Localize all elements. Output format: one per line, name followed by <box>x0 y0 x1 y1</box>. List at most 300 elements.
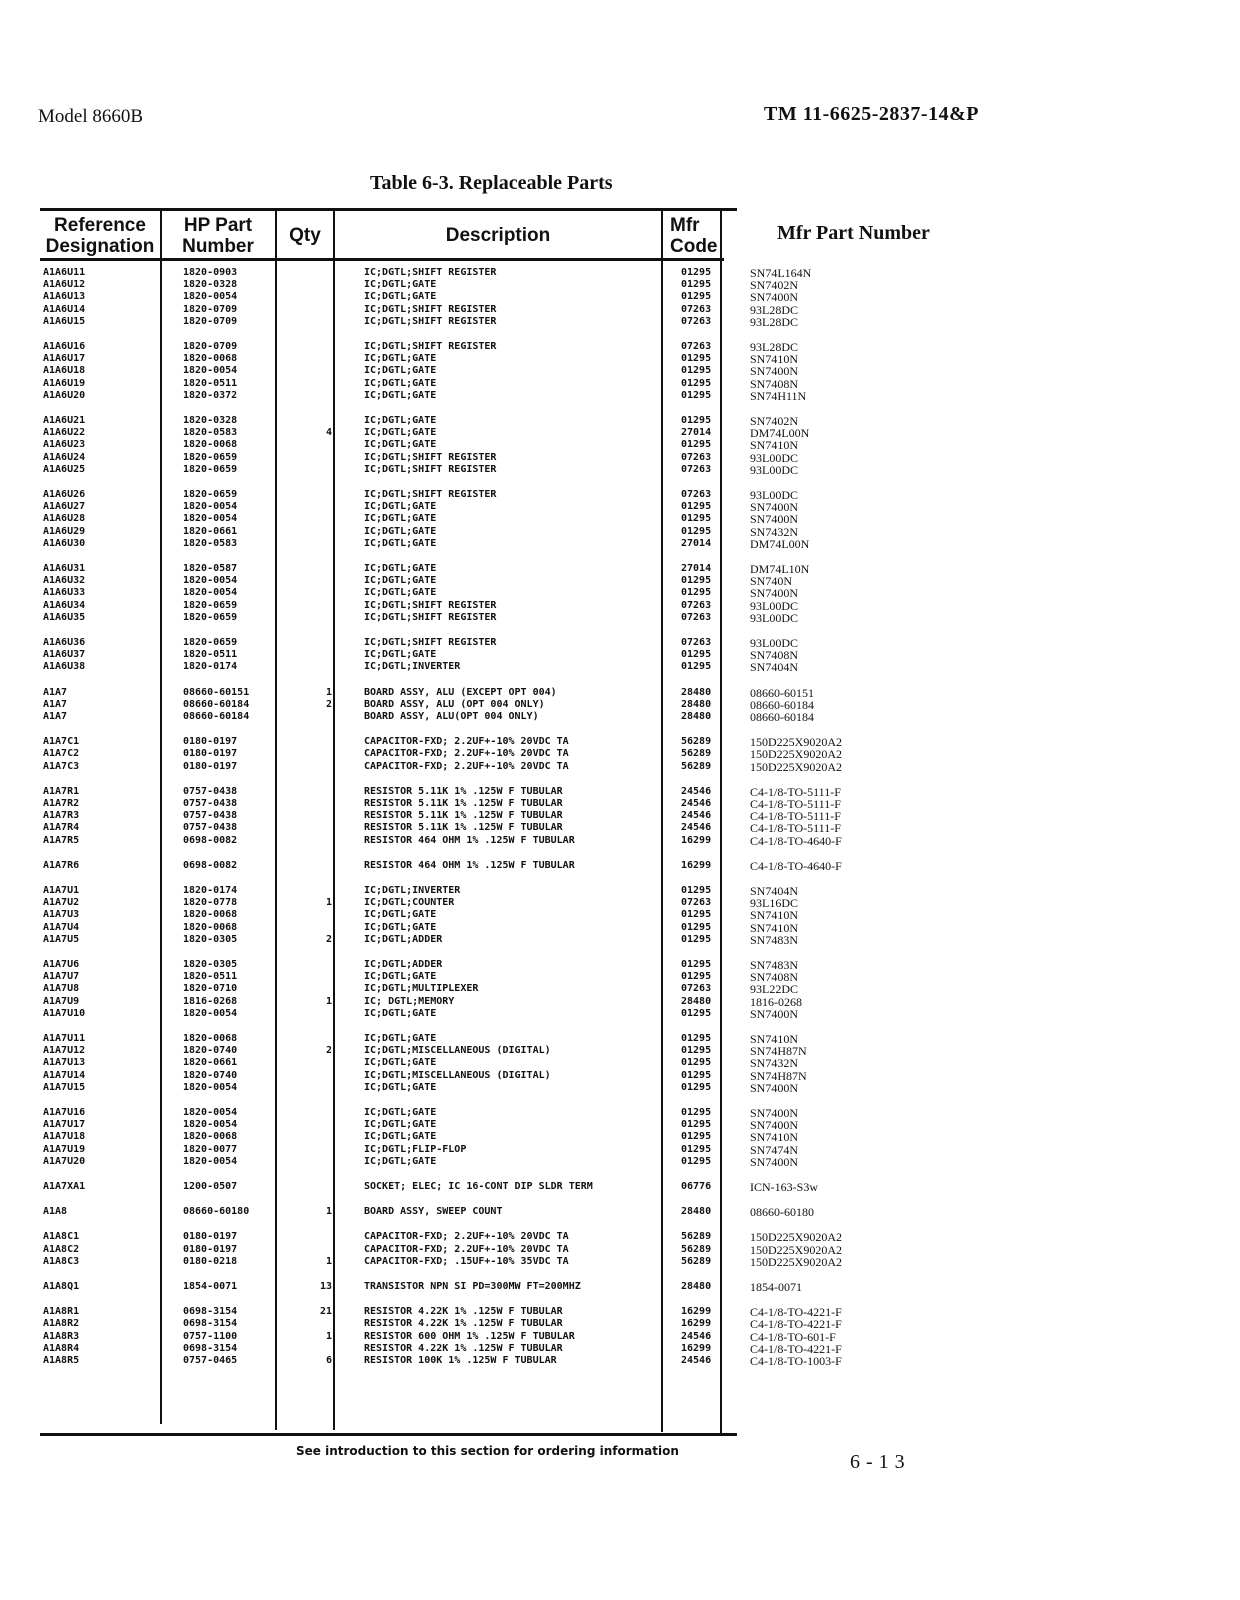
mfr-part-number: SN7483N <box>750 958 799 972</box>
description: RESISTOR 4.22K 1% .125W F TUBULAR <box>364 1318 563 1329</box>
mfr-code: 01295 <box>681 1057 712 1068</box>
reference-designation: A1A6U28 <box>43 513 86 524</box>
table-row <box>0 649 1240 661</box>
mfr-code: 28480 <box>681 711 712 722</box>
hp-part-number: 1820-0054 <box>183 1156 238 1167</box>
description: IC;DGTL;SHIFT REGISTER <box>364 600 497 611</box>
description: IC;DGTL;GATE <box>364 291 437 302</box>
reference-designation: A1A7 <box>43 699 68 710</box>
description: RESISTOR 5.11K 1% .125W F TUBULAR <box>364 822 563 833</box>
mfr-code: 01295 <box>681 365 712 376</box>
reference-designation: A1A6U35 <box>43 612 86 623</box>
mfr-part-number: SN7400N <box>750 500 799 514</box>
hp-part-number: 0180-0197 <box>183 748 238 759</box>
mfr-part-number: 08660-60151 <box>750 686 814 700</box>
hp-part-number: 1820-0054 <box>183 1119 238 1130</box>
description: IC;DGTL;SHIFT REGISTER <box>364 464 497 475</box>
table-row <box>0 1057 1240 1069</box>
mfr-part-number: SN7410N <box>750 352 799 366</box>
table-row <box>0 575 1240 587</box>
table-row <box>0 897 1240 909</box>
table-row <box>0 267 1240 279</box>
description: RESISTOR 100K 1% .125W F TUBULAR <box>364 1355 557 1366</box>
reference-designation: A1A8Q1 <box>43 1281 80 1292</box>
hp-part-number: 1820-0583 <box>183 427 238 438</box>
table-row <box>0 1070 1240 1082</box>
hp-part-number: 1820-0661 <box>183 526 238 537</box>
hp-part-number: 08660-60180 <box>183 1206 250 1217</box>
description: IC;DGTL;GATE <box>364 1107 437 1118</box>
reference-designation: A1A7U12 <box>43 1045 86 1056</box>
description: RESISTOR 464 OHM 1% .125W F TUBULAR <box>364 835 575 846</box>
mfr-code: 01295 <box>681 971 712 982</box>
mfr-code: 56289 <box>681 748 712 759</box>
mfr-code: 07263 <box>681 897 712 908</box>
reference-designation: A1A7U2 <box>43 897 80 908</box>
mfr-part-number: SN7410N <box>750 1032 799 1046</box>
description: CAPACITOR-FXD; 2.2UF+-10% 20VDC TA <box>364 748 569 759</box>
mfr-part-number: SN7410N <box>750 908 799 922</box>
description: IC;DGTL;GATE <box>364 526 437 537</box>
mfr-part-number: SN7400N <box>750 1081 799 1095</box>
description: IC;DGTL;GATE <box>364 365 437 376</box>
hp-part-number: 0180-0218 <box>183 1256 238 1267</box>
mfr-code: 01295 <box>681 267 712 278</box>
hp-part-number: 1820-0740 <box>183 1070 238 1081</box>
description: IC;DGTL;INVERTER <box>364 661 461 672</box>
table-row <box>0 427 1240 439</box>
hp-part-number: 1820-0174 <box>183 661 238 672</box>
mfr-part-number: 1816-0268 <box>750 995 802 1009</box>
mfr-part-number: C4-1/8-TO-1003-F <box>750 1354 842 1368</box>
quantity: 1 <box>325 996 332 1007</box>
hp-part-number: 0757-0438 <box>183 798 238 809</box>
reference-designation: A1A7R5 <box>43 835 80 846</box>
reference-designation: A1A6U37 <box>43 649 86 660</box>
reference-designation: A1A7XA1 <box>43 1181 86 1192</box>
description: IC;DGTL;SHIFT REGISTER <box>364 304 497 315</box>
description: IC;DGTL;GATE <box>364 1057 437 1068</box>
hp-part-number: 08660-60184 <box>183 699 250 710</box>
table-row <box>0 365 1240 377</box>
hp-part-number: 1820-0054 <box>183 291 238 302</box>
table-row <box>0 909 1240 921</box>
description: CAPACITOR-FXD; 2.2UF+-10% 20VDC TA <box>364 761 569 772</box>
hp-part-number: 1820-0659 <box>183 637 238 648</box>
hp-part-number: 1200-0507 <box>183 1181 238 1192</box>
mfr-code: 56289 <box>681 1244 712 1255</box>
description: BOARD ASSY, ALU(OPT 004 ONLY) <box>364 711 539 722</box>
mfr-part-number: 150D225X9020A2 <box>750 735 842 749</box>
reference-designation: A1A7U8 <box>43 983 80 994</box>
mfr-part-number: 08660-60184 <box>750 698 814 712</box>
table-row <box>0 304 1240 316</box>
hp-part-number: 0698-3154 <box>183 1306 238 1317</box>
mfr-code: 28480 <box>681 996 712 1007</box>
hp-part-number: 1820-0511 <box>183 971 238 982</box>
description: TRANSISTOR NPN SI PD=300MW FT=200MHZ <box>364 1281 581 1292</box>
table-row <box>0 1231 1240 1243</box>
mfr-part-number: SN7402N <box>750 414 799 428</box>
reference-designation: A1A7R4 <box>43 822 80 833</box>
description: IC;DGTL;FLIP-FLOP <box>364 1144 467 1155</box>
mfr-part-number: 08660-60180 <box>750 1205 814 1219</box>
table-row <box>0 390 1240 402</box>
description: BOARD ASSY, SWEEP COUNT <box>364 1206 503 1217</box>
table-row <box>0 1355 1240 1367</box>
reference-designation: A1A6U20 <box>43 390 86 401</box>
hp-part-number: 1820-0778 <box>183 897 238 908</box>
hp-part-number: 08660-60184 <box>183 711 250 722</box>
table-title: Table 6-3. Replaceable Parts <box>370 172 613 194</box>
table-row <box>0 587 1240 599</box>
table-row <box>0 971 1240 983</box>
quantity: 6 <box>325 1355 332 1366</box>
table-header-rule <box>40 258 724 261</box>
description: IC;DGTL;GATE <box>364 563 437 574</box>
mfr-part-number: 93L22DC <box>750 982 798 996</box>
hp-part-number: 0698-3154 <box>183 1318 238 1329</box>
mfr-part-number: 93L00DC <box>750 599 798 613</box>
mfr-part-number: SN7474N <box>750 1143 799 1157</box>
mfr-code: 01295 <box>681 1107 712 1118</box>
hp-part-number: 1820-0054 <box>183 513 238 524</box>
table-row <box>0 1256 1240 1268</box>
reference-designation: A1A7U18 <box>43 1131 86 1142</box>
hp-part-number: 1820-0511 <box>183 378 238 389</box>
table-row <box>0 835 1240 847</box>
hp-part-number: 1820-0659 <box>183 612 238 623</box>
reference-designation: A1A7R3 <box>43 810 80 821</box>
column-header-description: Description <box>445 225 551 246</box>
reference-designation: A1A6U23 <box>43 439 86 450</box>
quantity: 2 <box>325 1045 332 1056</box>
reference-designation: A1A6U15 <box>43 316 86 327</box>
hp-part-number: 1820-0054 <box>183 575 238 586</box>
mfr-code: 01295 <box>681 922 712 933</box>
mfr-code: 24546 <box>681 1355 712 1366</box>
hp-part-number: 1820-0068 <box>183 1131 238 1142</box>
mfr-code: 24546 <box>681 798 712 809</box>
description: IC;DGTL;GATE <box>364 1119 437 1130</box>
mfr-code: 27014 <box>681 538 712 549</box>
table-row <box>0 748 1240 760</box>
table-row <box>0 885 1240 897</box>
mfr-code: 27014 <box>681 427 712 438</box>
mfr-code: 01295 <box>681 909 712 920</box>
reference-designation: A1A8R5 <box>43 1355 80 1366</box>
mfr-part-number: 93L00DC <box>750 611 798 625</box>
description: BOARD ASSY, ALU (OPT 004 ONLY) <box>364 699 545 710</box>
mfr-code: 56289 <box>681 736 712 747</box>
mfr-part-number: 93L28DC <box>750 303 798 317</box>
mfr-part-number: C4-1/8-TO-4221-F <box>750 1342 842 1356</box>
reference-designation: A1A7 <box>43 687 68 698</box>
table-row <box>0 1244 1240 1256</box>
table-row <box>0 452 1240 464</box>
table-row <box>0 1119 1240 1131</box>
mfr-part-number: SN7410N <box>750 438 799 452</box>
mfr-part-number: 08660-60184 <box>750 710 814 724</box>
reference-designation: A1A8 <box>43 1206 68 1217</box>
mfr-code: 24546 <box>681 786 712 797</box>
mfr-code: 28480 <box>681 1206 712 1217</box>
description: RESISTOR 4.22K 1% .125W F TUBULAR <box>364 1343 563 1354</box>
mfr-code: 07263 <box>681 489 712 500</box>
reference-designation: A1A7U15 <box>43 1082 86 1093</box>
table-row <box>0 316 1240 328</box>
hp-part-number: 1820-0587 <box>183 563 238 574</box>
table-row <box>0 761 1240 773</box>
column-header-reference: Reference Designation <box>45 215 155 257</box>
mfr-part-number: C4-1/8-TO-4640-F <box>750 834 842 848</box>
mfr-part-number: 150D225X9020A2 <box>750 1255 842 1269</box>
mfr-part-number: SN7402N <box>750 278 799 292</box>
mfr-part-number: SN7404N <box>750 884 799 898</box>
mfr-code: 01295 <box>681 1156 712 1167</box>
hp-part-number: 1820-0305 <box>183 959 238 970</box>
quantity: 1 <box>325 1331 332 1342</box>
hp-part-number: 1820-0328 <box>183 279 238 290</box>
description: IC;DGTL;GATE <box>364 1156 437 1167</box>
reference-designation: A1A6U25 <box>43 464 86 475</box>
hp-part-number: 1820-0054 <box>183 365 238 376</box>
reference-designation: A1A6U26 <box>43 489 86 500</box>
description: IC;DGTL;GATE <box>364 415 437 426</box>
reference-designation: A1A7U13 <box>43 1057 86 1068</box>
table-row <box>0 922 1240 934</box>
reference-designation: A1A7U4 <box>43 922 80 933</box>
description: IC; DGTL;MEMORY <box>364 996 455 1007</box>
table-row <box>0 934 1240 946</box>
description: IC;DGTL;SHIFT REGISTER <box>364 612 497 623</box>
description: IC;DGTL;GATE <box>364 501 437 512</box>
description: IC;DGTL;INVERTER <box>364 885 461 896</box>
hp-part-number: 0698-0082 <box>183 835 238 846</box>
reference-designation: A1A6U34 <box>43 600 86 611</box>
mfr-code: 01295 <box>681 1082 712 1093</box>
mfr-part-number: SN7400N <box>750 1155 799 1169</box>
quantity: 2 <box>325 934 332 945</box>
reference-designation: A1A7U3 <box>43 909 80 920</box>
table-row <box>0 959 1240 971</box>
table-row <box>0 378 1240 390</box>
reference-designation: A1A6U13 <box>43 291 86 302</box>
table-row <box>0 563 1240 575</box>
ordering-note: See introduction to this section for ordering information <box>296 1444 679 1458</box>
reference-designation: A1A6U36 <box>43 637 86 648</box>
mfr-code: 07263 <box>681 983 712 994</box>
reference-designation: A1A8R4 <box>43 1343 80 1354</box>
mfr-code: 16299 <box>681 860 712 871</box>
description: IC;DGTL;SHIFT REGISTER <box>364 267 497 278</box>
mfr-code: 01295 <box>681 1131 712 1142</box>
mfr-code: 16299 <box>681 1306 712 1317</box>
mfr-part-number: 93L28DC <box>750 340 798 354</box>
mfr-part-number: ICN-163-S3w <box>750 1180 818 1194</box>
table-top-rule <box>40 208 737 211</box>
quantity: 13 <box>319 1281 332 1292</box>
mfr-code: 01295 <box>681 353 712 364</box>
reference-designation: A1A6U30 <box>43 538 86 549</box>
reference-designation: A1A7C2 <box>43 748 80 759</box>
reference-designation: A1A7U14 <box>43 1070 86 1081</box>
table-row <box>0 489 1240 501</box>
mfr-part-number: 150D225X9020A2 <box>750 760 842 774</box>
reference-designation: A1A6U12 <box>43 279 86 290</box>
description: IC;DGTL;SHIFT REGISTER <box>364 341 497 352</box>
description: IC;DGTL;MISCELLANEOUS (DIGITAL) <box>364 1070 551 1081</box>
column-header-hp-part: HP Part Number <box>182 215 254 257</box>
column-header-mfr-code: Mfr Code <box>670 215 718 257</box>
hp-part-number: 1820-0054 <box>183 1082 238 1093</box>
mfr-part-number: SN74H87N <box>750 1069 807 1083</box>
table-row <box>0 983 1240 995</box>
table-row <box>0 1131 1240 1143</box>
table-row <box>0 1206 1240 1218</box>
table-row <box>0 1331 1240 1343</box>
hp-part-number: 1820-0068 <box>183 439 238 450</box>
table-row <box>0 526 1240 538</box>
hp-part-number: 0180-0197 <box>183 1244 238 1255</box>
mfr-code: 56289 <box>681 1231 712 1242</box>
hp-part-number: 1820-0659 <box>183 464 238 475</box>
mfr-code: 01295 <box>681 1144 712 1155</box>
mfr-part-number: SN7410N <box>750 921 799 935</box>
description: IC;DGTL;SHIFT REGISTER <box>364 316 497 327</box>
reference-designation: A1A6U32 <box>43 575 86 586</box>
reference-designation: A1A7 <box>43 711 68 722</box>
model-label: Model 8660B <box>38 106 144 127</box>
mfr-code: 28480 <box>681 1281 712 1292</box>
description: IC;DGTL;GATE <box>364 279 437 290</box>
hp-part-number: 1816-0268 <box>183 996 238 1007</box>
description: RESISTOR 5.11K 1% .125W F TUBULAR <box>364 786 563 797</box>
table-row <box>0 353 1240 365</box>
quantity: 1 <box>325 897 332 908</box>
hp-part-number: 1820-0710 <box>183 983 238 994</box>
mfr-part-number: SN7408N <box>750 648 799 662</box>
reference-designation: A1A7C1 <box>43 736 80 747</box>
description: IC;DGTL;GATE <box>364 971 437 982</box>
mfr-code: 01295 <box>681 501 712 512</box>
reference-designation: A1A7U6 <box>43 959 80 970</box>
mfr-part-number: C4-1/8-TO-5111-F <box>750 797 841 811</box>
description: IC;DGTL;GATE <box>364 390 437 401</box>
description: RESISTOR 5.11K 1% .125W F TUBULAR <box>364 798 563 809</box>
mfr-part-number: SN7432N <box>750 1056 799 1070</box>
table-row <box>0 1082 1240 1094</box>
mfr-code: 01295 <box>681 1033 712 1044</box>
mfr-code: 06776 <box>681 1181 712 1192</box>
hp-part-number: 1820-0068 <box>183 909 238 920</box>
mfr-part-number: SN7483N <box>750 933 799 947</box>
reference-designation: A1A8R1 <box>43 1306 80 1317</box>
hp-part-number: 1820-0511 <box>183 649 238 660</box>
mfr-part-number: C4-1/8-TO-5111-F <box>750 821 841 835</box>
mfr-code: 01295 <box>681 649 712 660</box>
reference-designation: A1A7U7 <box>43 971 80 982</box>
table-row <box>0 822 1240 834</box>
reference-designation: A1A7C3 <box>43 761 80 772</box>
mfr-code: 07263 <box>681 612 712 623</box>
hp-part-number: 1820-0305 <box>183 934 238 945</box>
description: IC;DGTL;GATE <box>364 575 437 586</box>
description: IC;DGTL;MULTIPLEXER <box>364 983 479 994</box>
mfr-part-number: SN7408N <box>750 970 799 984</box>
mfr-code: 16299 <box>681 1343 712 1354</box>
hp-part-number: 1820-0659 <box>183 600 238 611</box>
hp-part-number: 1820-0659 <box>183 452 238 463</box>
description: IC;DGTL;GATE <box>364 513 437 524</box>
table-row <box>0 1107 1240 1119</box>
mfr-part-number: SN7410N <box>750 1130 799 1144</box>
table-row <box>0 291 1240 303</box>
description: CAPACITOR-FXD; 2.2UF+-10% 20VDC TA <box>364 1231 569 1242</box>
description: RESISTOR 464 OHM 1% .125W F TUBULAR <box>364 860 575 871</box>
table-row <box>0 786 1240 798</box>
table-row <box>0 464 1240 476</box>
table-row <box>0 612 1240 624</box>
table-row <box>0 341 1240 353</box>
description: IC;DGTL;SHIFT REGISTER <box>364 489 497 500</box>
hp-part-number: 1820-0659 <box>183 489 238 500</box>
table-row <box>0 860 1240 872</box>
description: IC;DGTL;GATE <box>364 439 437 450</box>
table-row <box>0 1156 1240 1168</box>
mfr-part-number: 1854-0071 <box>750 1280 802 1294</box>
hp-part-number: 0757-0438 <box>183 822 238 833</box>
table-row <box>0 1181 1240 1193</box>
reference-designation: A1A8C2 <box>43 1244 80 1255</box>
quantity: 2 <box>325 699 332 710</box>
hp-part-number: 1820-0068 <box>183 922 238 933</box>
column-header-qty: Qty <box>289 225 321 246</box>
hp-part-number: 1820-0583 <box>183 538 238 549</box>
reference-designation: A1A7U19 <box>43 1144 86 1155</box>
mfr-part-number: SN7400N <box>750 290 799 304</box>
reference-designation: A1A7U20 <box>43 1156 86 1167</box>
table-row <box>0 1045 1240 1057</box>
tm-number: TM 11-6625-2837-14&P <box>764 103 979 125</box>
reference-designation: A1A6U11 <box>43 267 86 278</box>
description: IC;DGTL;COUNTER <box>364 897 455 908</box>
table-row <box>0 1343 1240 1355</box>
reference-designation: A1A6U17 <box>43 353 86 364</box>
mfr-part-number: 93L16DC <box>750 896 798 910</box>
reference-designation: A1A6U16 <box>43 341 86 352</box>
mfr-code: 01295 <box>681 291 712 302</box>
table-row <box>0 1008 1240 1020</box>
table-row <box>0 513 1240 525</box>
hp-part-number: 1820-0054 <box>183 1008 238 1019</box>
reference-designation: A1A6U29 <box>43 526 86 537</box>
hp-part-number: 0180-0197 <box>183 1231 238 1242</box>
reference-designation: A1A8R2 <box>43 1318 80 1329</box>
reference-designation: A1A7R6 <box>43 860 80 871</box>
mfr-part-number: 93L00DC <box>750 488 798 502</box>
mfr-part-number: SN7400N <box>750 586 799 600</box>
mfr-part-number: SN740N <box>750 574 793 588</box>
table-bottom-rule <box>40 1433 737 1436</box>
mfr-code: 28480 <box>681 699 712 710</box>
mfr-part-number: DM74L00N <box>750 537 810 551</box>
mfr-code: 01295 <box>681 415 712 426</box>
reference-designation: A1A6U24 <box>43 452 86 463</box>
quantity: 4 <box>325 427 332 438</box>
mfr-code: 56289 <box>681 1256 712 1267</box>
mfr-code: 24546 <box>681 810 712 821</box>
